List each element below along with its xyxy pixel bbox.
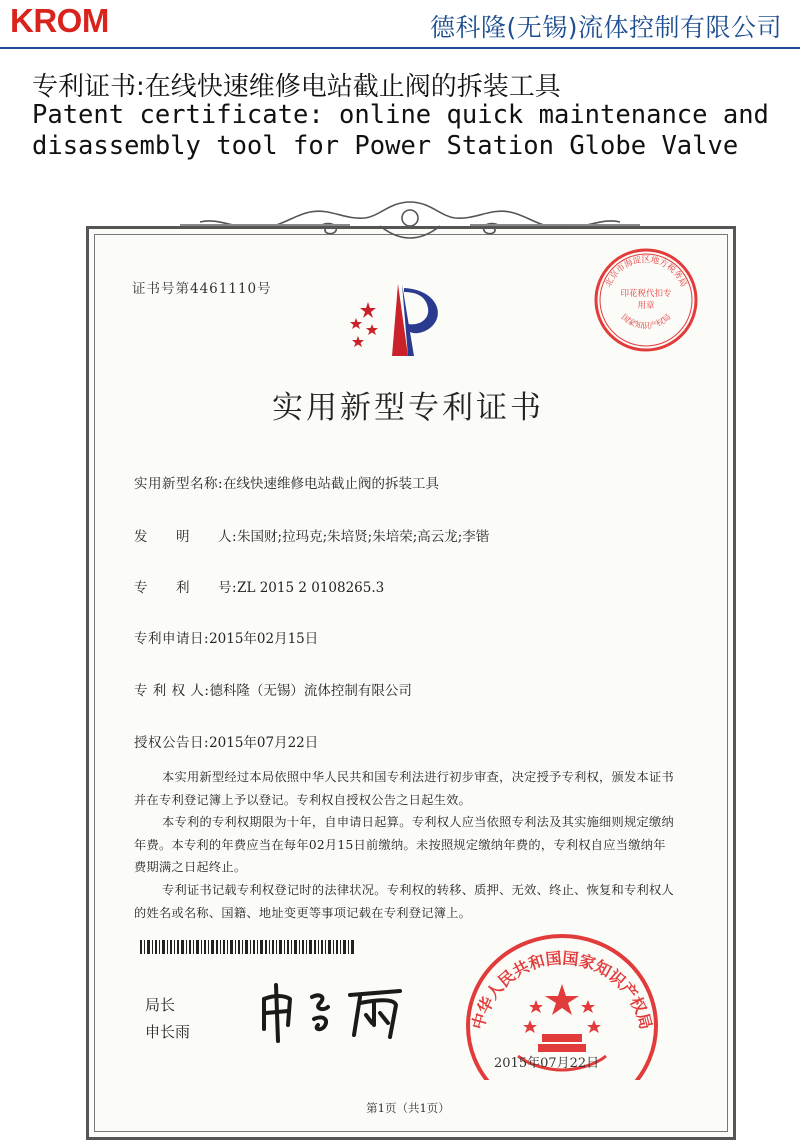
barcode [140,940,354,954]
field-utility-name-label: 实用新型名称: [134,476,224,492]
page-title-en: Patent certificate: online quick maintenance and disassembly tool for Power Station Globe Valve [32,100,769,161]
field-filing-date-value: 2015年02月15日 [209,631,319,647]
director-title: 局长 [145,996,176,1014]
page-number: 第1页（共1页） [366,1101,450,1115]
top-header [0,0,800,48]
director-name: 申长雨 [145,1023,191,1041]
field-inventor [134,525,489,545]
patent-office-emblem [338,276,458,366]
field-grant-date [134,731,318,751]
small-seal-center-text: 印花税代扣专用章 [620,289,672,311]
paragraph-3-text: 专利证书记载专利权登记时的法律状况。专利权的转移、质押、无效、终止、恢复和专利权人的姓名或名称、国籍、地址变更等事项记载在专利登记簿上。 [134,883,674,920]
seal-date: 2015年07月22日 [494,1056,600,1071]
page-title-cn: 专利证书:在线快速维修电站截止阀的拆装工具 [32,72,561,102]
field-patent-number [134,576,384,596]
field-grant-date-label: 授权公告日: [134,735,210,751]
field-filing-date-label: 专利申请日: [134,631,210,647]
top-ornament [180,196,640,242]
field-patentee-label: 专 利 权 人: [134,683,210,699]
paragraph-2 [134,811,674,879]
company-name: 德科隆(无锡)流体控制有限公司 [429,13,782,42]
brand-logo: KROM [10,2,109,39]
certificate-number: 证书号第4461110号 [132,281,272,297]
field-patentee [134,679,412,699]
field-inventor-label: 发 明 人: [134,529,238,545]
certificate-heading: 实用新型专利证书 [272,390,544,426]
field-patentee-value: 德科隆（无锡）流体控制有限公司 [209,683,412,699]
field-filing-date [134,627,318,647]
field-utility-name [134,472,439,492]
field-inventor-value: 朱国财;拉玛克;朱培贤;朱培荣;高云龙;李锴 [237,529,490,545]
big-seal-text: 中华人民共和国国家知识产权局 [468,948,656,1032]
paragraph-2-text: 本专利的专利权期限为十年，自申请日起算。专利权人应当依照专利法及其实施细则规定缴纳年费。本专利的年费应当在每年02月15日前缴纳。未按照规定缴纳年费的，专利权自应当缴纳年费期满之日起终止。 [134,815,674,874]
paragraph-3 [134,879,674,924]
tax-stamp-seal [590,244,702,356]
field-patent-number-value: ZL 2015 2 0108265.3 [237,580,385,596]
paragraph-1-text: 本实用新型经过本局依照中华人民共和国专利法进行初步审查，决定授予专利权，颁发本证书并在专利登记簿上予以登记。专利权自授权公告之日起生效。 [134,770,674,807]
header-divider [0,47,800,49]
svg-text:国家知识产权局 [620,312,673,330]
small-seal-bottom-text: 国家知识产权局 [619,312,673,331]
field-utility-name-value: 在线快速维修电站截止阀的拆装工具 [223,476,440,492]
small-seal-top-text: 北京市海淀区地方税务局 [603,255,689,289]
field-grant-date-value: 2015年07月22日 [209,735,319,751]
director-signature [250,975,430,1045]
field-patent-number-label: 专 利 号: [134,580,238,596]
paragraph-1 [134,766,674,811]
